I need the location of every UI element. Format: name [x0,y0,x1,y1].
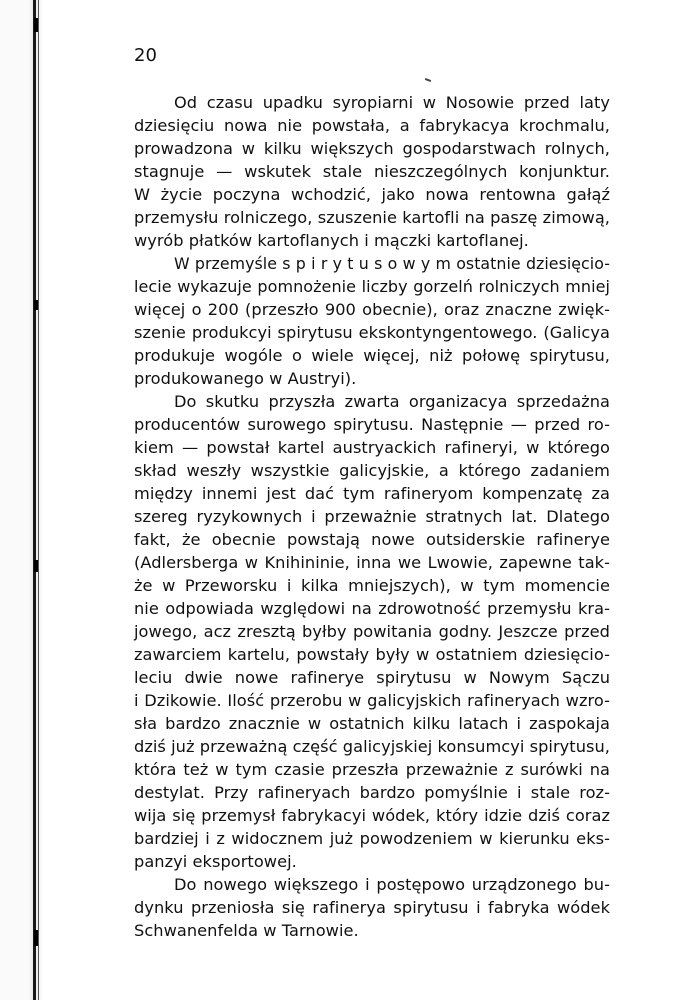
text-line: W życie poczyna wchodzić, jako nowa rentowna gałąź [134,185,610,204]
text-line: lecie wykazuje pomnożenie liczby gorzelń rolniczych mniej [134,277,610,296]
text-line: zawarciem kartelu, powstały były w ostatniem dziesięcio- [134,645,610,664]
page-number: 20 [134,45,157,66]
binding-mark [34,18,38,32]
text-line: W przemyśle s p i r y t u s o w y m ostatnie dziesięcio- [174,254,610,273]
text-line: przemysłu rolniczego, szuszenie kartofli na paszę zimową, [134,208,610,227]
text-line: Od czasu upadku syropiarni w Nosowie przed laty [174,93,610,112]
text-line: produkuje wogóle o wiele więcej, niż połowę spirytusu, [134,346,610,365]
text-line: leciu dwie nowe rafinerye spirytusu w Nowym Sączu [134,668,610,687]
text-line: dziesięciu nowa nie powstała, a fabrykacya krochmalu, [134,116,610,135]
binding-line-secondary [38,0,39,1000]
binding-mark [34,930,38,946]
print-speck [425,78,431,82]
text-line: że w Przeworsku i kilka mniejszych), w tym momencie [134,576,610,595]
text-line: dynku przeniosła się rafinerya spirytusu i fabryka wódek [134,898,610,917]
text-line: prowadzona w kilku większych gospodarstwach rolnych, [134,139,610,158]
text-line: producentów surowego spirytusu. Następnie — przed ro- [134,415,610,434]
text-line: Do skutku przyszła zwarta organizacya sprzedażna [174,392,610,411]
body-text [134,91,610,942]
binding-line [33,0,36,1000]
text-line: wyrób płatków kartoflanych i mączki kartoflanej. [134,231,529,250]
text-line: fakt, że obecnie powstają nowe outsiderskie rafinerye [134,530,610,549]
text-line: kiem — powstał kartel austryackich rafineryi, w którego [134,438,610,457]
text-line: szereg ryzykownych i przeważnie stratnych lat. Dlatego [134,507,610,526]
text-line: panzyi eksportowej. [134,852,297,871]
text-line: destylat. Przy rafineryach bardzo pomyślnie i stale roz- [134,783,610,802]
text-line: skład weszły wszystkie galicyjskie, a którego zadaniem [134,461,610,480]
text-line: więcej o 200 (przeszło 900 obecnie), oraz znaczne zwięk- [134,300,610,319]
text-line: sła bardzo znacznie w ostatnich kilku latach i zaspokaja [134,714,610,733]
text-line: produkowanego w Austryi). [134,369,357,388]
text-line: Schwanenfelda w Tarnowie. [134,921,359,940]
text-line: nie odpowiada względowi na zdrowotność przemysłu kra- [134,599,610,618]
binding-mark [34,560,38,572]
text-line: (Adlersberga w Knihininie, inna we Lwowie, zapewne tak- [134,553,610,572]
text-line: szenie produkcyi spirytusu ekskontyngentowego. (Galicya [134,323,610,342]
text-line: i Dzikowie. Ilość przerobu w galicyjskich rafineryach wzro- [134,691,610,710]
text-line: Do nowego większego i postępowo urządzonego bu- [174,875,610,894]
text-line: między innemi jest dać tym rafineryom kompenzatę za [134,484,610,503]
text-line: bardziej i z widocznem już powodzeniem w kierunku eks- [134,829,610,848]
binding-mark [34,300,38,310]
text-line: jowego, acz zresztą byłby powitania godny. Jeszcze przed [134,622,610,641]
text-line: wija się przemysł fabrykacyi wódek, który idzie dziś coraz [134,806,610,825]
text-line: która też w tym czasie przeszła przeważnie z surówki na [134,760,610,779]
text-line: stagnuje — wskutek stale nieszczególnych konjunktur. [134,162,610,181]
text-line: dziś już przeważną część galicyjskiej konsumcyi spirytusu, [134,737,610,756]
